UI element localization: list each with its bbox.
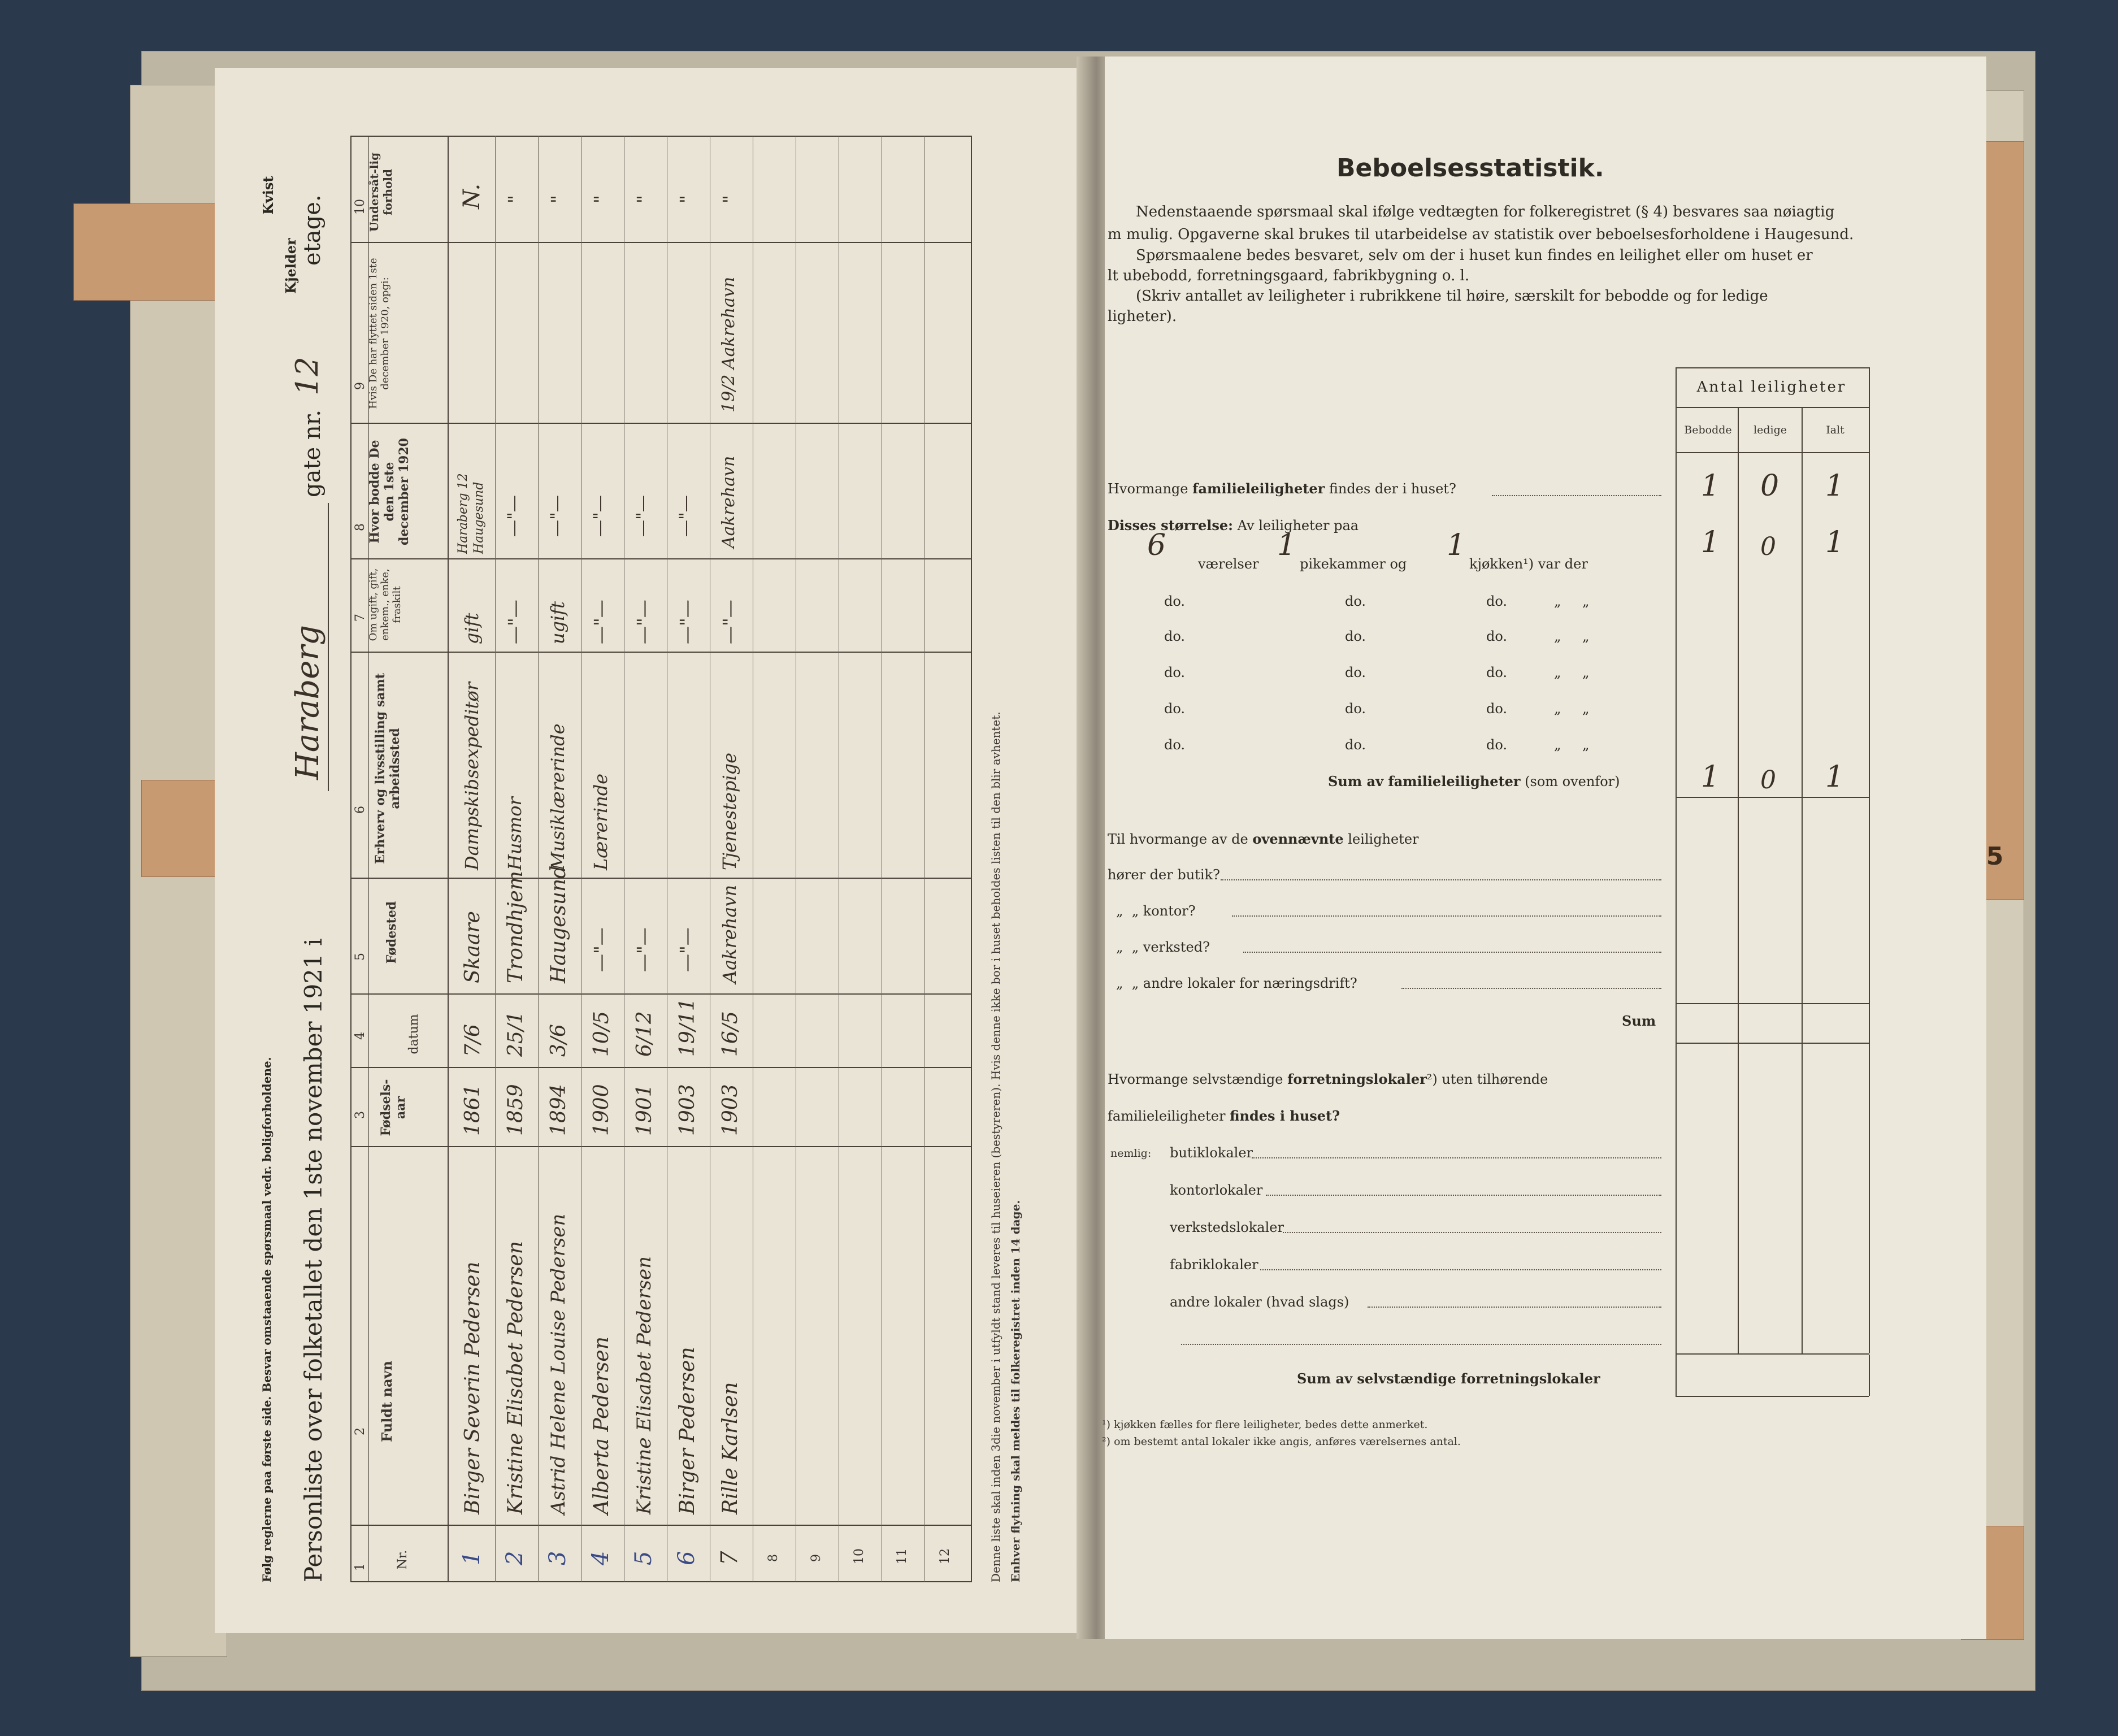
person-name: Kristine Elisabet Pedersen	[504, 1241, 527, 1514]
do-label: do.	[1164, 628, 1186, 644]
business-item: butiklokaler	[1170, 1145, 1253, 1161]
business-item: andre lokaler (hvad slags)	[1170, 1294, 1349, 1310]
linked-item: „ „ andre lokaler for næringsdrift?	[1116, 975, 1357, 991]
rooms-label: værelser	[1198, 556, 1259, 572]
table-row	[538, 136, 581, 1582]
do-label: do.	[1345, 737, 1366, 753]
birth-year: 1903	[719, 1084, 742, 1136]
header-prev-address: Hvor bodde De den 1ste december 1920	[367, 438, 411, 545]
linked-item-text: kontor?	[1143, 903, 1196, 919]
intro-line-2: m mulig. Opgaverne skal brukes til utarbeidelse av statistik over beboelsesforholdene i Haugesund.	[1108, 226, 1854, 243]
col-number-1: 1	[353, 1563, 367, 1571]
dots	[1221, 879, 1661, 880]
etage-label: etage.	[300, 194, 325, 266]
prev-address: —"—	[504, 495, 524, 537]
quote: „	[1582, 737, 1590, 753]
family-bebodde: 1	[1701, 469, 1720, 503]
census-form	[237, 136, 1068, 1582]
quote: „	[1554, 701, 1561, 717]
prev-address: —"—	[633, 495, 653, 537]
dots	[1243, 952, 1661, 953]
q-business-bold: forretningslokaler	[1287, 1071, 1427, 1087]
maid-room-label: pikekammer og	[1300, 556, 1407, 572]
q-business-line2	[1108, 1108, 1340, 1124]
person-name: Astrid Helene Louise Pedersen	[547, 1213, 570, 1514]
q-linked-prefix: Til hvormange av de	[1108, 831, 1248, 847]
citizenship: "	[719, 195, 740, 203]
birth-date: 3/6	[547, 1024, 570, 1057]
prev-address: —"—	[547, 495, 567, 537]
do-label: do.	[1164, 665, 1186, 680]
q-linked-suffix: leiligheter	[1348, 831, 1419, 847]
row-nr: 7	[717, 1551, 743, 1565]
linked-item-text: verksted?	[1143, 939, 1210, 955]
quote: „	[1582, 593, 1590, 609]
col-bebodde: Bebodde	[1684, 424, 1732, 436]
sum-family-line	[1676, 797, 1869, 798]
table-row	[882, 136, 925, 1582]
col-ialt: Ialt	[1826, 424, 1844, 436]
person-rows	[452, 136, 972, 1582]
footnote-1: ¹) kjøkken fælles for flere leiligheter, bedes dette anmerket.	[1102, 1418, 1428, 1431]
quote: „	[1554, 628, 1561, 644]
page-title: Beboelsesstatistik.	[1336, 154, 1604, 183]
count-table-title: Antal leiligheter	[1696, 379, 1847, 396]
footnote-2: ²) om bestemt antal lokaler ikke angis, anføres værelsernes antal.	[1102, 1435, 1461, 1448]
linked-item: „ „ kontor?	[1116, 903, 1196, 919]
birth-year: 1859	[504, 1084, 527, 1136]
size-ialt: 1	[1825, 526, 1844, 559]
col-number-4: 4	[353, 1032, 367, 1040]
citizenship: "	[633, 195, 654, 203]
person-name: Birger Pedersen	[676, 1347, 699, 1514]
person-name: Alberta Pedersen	[590, 1336, 613, 1514]
birthplace: Trondhjem	[504, 871, 527, 983]
sum-family-label: Sum av familieleiligheter	[1328, 773, 1521, 789]
q-family-suffix: findes der i huset?	[1329, 481, 1456, 497]
birthplace: Aakrehavn	[719, 884, 740, 983]
prev-address: —"—	[590, 495, 610, 537]
dots	[1368, 1307, 1661, 1308]
birthplace: Skaare	[461, 911, 484, 983]
family-ledige: 0	[1760, 469, 1780, 503]
quote: „	[1582, 701, 1590, 717]
table-row	[753, 136, 796, 1582]
row-nr: 4	[588, 1551, 614, 1565]
kvist-label: Kvist	[260, 176, 276, 215]
marital-status: ugift	[547, 601, 568, 644]
row-nr: 1	[459, 1551, 485, 1565]
table-row	[925, 136, 967, 1582]
moved-from: 19/2 Aakrehavn	[719, 276, 739, 413]
q-business-suffix: ²) uten tilhørende	[1426, 1071, 1548, 1087]
size-bebodde: 1	[1701, 526, 1720, 559]
do-label: do.	[1345, 628, 1366, 644]
linked-item-text: andre lokaler for næringsdrift?	[1143, 975, 1357, 991]
dots	[1252, 1157, 1661, 1158]
size-ledige: 0	[1760, 532, 1776, 561]
sum-family-ialt: 1	[1825, 760, 1844, 794]
birthplace: —"—	[676, 927, 697, 972]
dots	[1260, 1269, 1661, 1270]
quote: „	[1582, 665, 1590, 680]
street-underline	[328, 503, 329, 791]
citizenship: "	[590, 195, 611, 203]
occupation: Musiklærerinde	[547, 723, 568, 870]
table-row	[667, 136, 710, 1582]
do-label: do.	[1164, 737, 1186, 753]
row-nr: 6	[674, 1551, 700, 1565]
citizenship: N.	[459, 183, 485, 209]
intro-line-4: lt ubebodd, forretningsgaard, fabrikbygning o. l.	[1108, 267, 1470, 284]
business-item: fabriklokaler	[1170, 1257, 1258, 1273]
header-divider	[448, 137, 449, 1581]
birth-year: 1900	[590, 1084, 613, 1136]
marital-status: —"—	[504, 600, 526, 644]
q-business-prefix: Hvormange selvstændige	[1108, 1071, 1283, 1087]
marital-status: gift	[461, 613, 483, 644]
marital-status: —"—	[633, 600, 654, 644]
marital-status: —"—	[676, 600, 697, 644]
table-row	[796, 136, 839, 1582]
do-label: do.	[1486, 737, 1508, 753]
quote: „	[1554, 737, 1561, 753]
occupation: Dampskibsexpeditør	[461, 682, 483, 870]
do-label: do.	[1486, 701, 1508, 717]
occupation: Husmor	[504, 797, 526, 870]
do-label: do.	[1345, 701, 1366, 717]
dots	[1181, 1344, 1661, 1345]
form-title: Personliste over folketallet den 1ste november 1921 i	[300, 938, 327, 1582]
header-birth-year: Fødsels- aar	[379, 1079, 408, 1136]
count-table-col-div	[1802, 407, 1803, 1353]
table-row	[581, 136, 624, 1582]
q-family-bold: familieleiligheter	[1192, 480, 1325, 497]
row-nr: 3	[545, 1551, 571, 1565]
birth-year: 1894	[547, 1084, 570, 1136]
birthplace: —"—	[590, 927, 611, 972]
kitchen-value: 1	[1447, 528, 1466, 562]
intro-line-5: (Skriv antallet av leiligheter i rubrikkene til høire, særskilt for bebodde og for ledige	[1136, 288, 1768, 305]
business-item: kontorlokaler	[1170, 1182, 1263, 1198]
row-nr: 9	[809, 1554, 823, 1562]
birthplace: —"—	[633, 927, 654, 972]
do-label: do.	[1486, 628, 1508, 644]
dots	[1283, 1232, 1661, 1233]
sum-family-row	[1328, 773, 1620, 789]
do-label: do.	[1164, 593, 1186, 609]
sum-family-bebodde: 1	[1701, 760, 1720, 794]
citizenship: "	[547, 195, 568, 203]
side-notice: Denne liste skal inden 3die november i utfyldt stand leveres til huseieren (bestyreren). Hvis denne ikke bor i huset beholdes listen til den blir avhentet.	[989, 711, 1002, 1582]
paper-tab-top-left	[73, 203, 222, 301]
dots	[1401, 988, 1661, 989]
maid-room-value: 1	[1277, 528, 1296, 562]
kjelder-label: Kjelder	[283, 238, 299, 294]
rooms-value: 6	[1147, 528, 1166, 562]
prev-address: —"—	[676, 495, 696, 537]
birth-date: 16/5	[719, 1011, 742, 1057]
sum-linked-line	[1676, 1043, 1869, 1044]
birth-date: 7/6	[461, 1024, 484, 1057]
row-nr: 5	[631, 1551, 657, 1565]
sum-linked-label: Sum	[1622, 1013, 1656, 1029]
business-prefix: nemlig:	[1110, 1147, 1152, 1160]
col-number-7: 7	[353, 614, 367, 622]
size-label: Disses størrelse:	[1108, 517, 1234, 533]
person-name: Rille Karlsen	[719, 1382, 742, 1514]
linked-item: „ „ verksted?	[1116, 939, 1210, 955]
intro-line-3: Spørsmaalene bedes besvaret, selv om der i huset kun findes en leilighet eller om huset er	[1136, 247, 1813, 264]
q-linked-bold: ovennævnte	[1252, 831, 1344, 847]
table-row	[839, 136, 882, 1582]
header-occupation: Erhverv og livsstilling samt arbeidssted	[373, 673, 402, 864]
header-citizenship: Undersåt-lig forhold	[367, 152, 394, 232]
birth-date: 10/5	[590, 1011, 613, 1057]
linked-line	[1676, 1003, 1869, 1004]
q-business2-prefix: familieleiligheter	[1108, 1108, 1226, 1124]
row-nr: 10	[852, 1548, 866, 1564]
col-ledige: ledige	[1754, 424, 1787, 436]
intro-line-1: Nedenstaaende spørsmaal skal ifølge vedtægten for folkeregistret (§ 4) besvares saa nøiagtig	[1136, 203, 1835, 220]
q-linked	[1108, 831, 1419, 847]
row-nr: 12	[938, 1548, 952, 1564]
table-row	[710, 136, 753, 1582]
header-marital: Om ugift, gift, enkem., enke, fraskilt	[367, 568, 403, 641]
marital-status: —"—	[590, 600, 611, 644]
header-nr: Nr.	[396, 1550, 410, 1570]
col-number-3: 3	[353, 1111, 367, 1119]
birthplace: Haugesund	[547, 865, 570, 983]
tab-number: 5	[1986, 842, 2004, 871]
gate-number: 12	[289, 357, 325, 396]
count-table	[1676, 367, 1870, 1353]
table-row	[495, 136, 539, 1582]
table-row	[452, 136, 496, 1582]
gate-label: gate nr.	[300, 409, 325, 497]
row-nr: 11	[895, 1548, 909, 1564]
col-number-10: 10	[353, 199, 367, 215]
q-business2-bold: findes i huset?	[1230, 1108, 1340, 1124]
birth-year: 1903	[676, 1084, 699, 1136]
citizenship: "	[676, 195, 697, 203]
header-name: Fuldt navn	[379, 1361, 395, 1442]
sum-family-suffix: (som ovenfor)	[1525, 774, 1620, 789]
quote: „	[1554, 665, 1561, 680]
size-suffix: Av leiligheter paa	[1237, 518, 1359, 533]
person-name: Kristine Elisabet Pedersen	[633, 1256, 656, 1514]
birth-year: 1901	[633, 1084, 656, 1136]
q-family-prefix: Hvormange	[1108, 481, 1188, 497]
count-table-header-div	[1676, 407, 1869, 408]
birth-date: 19/11	[676, 998, 699, 1057]
col-number-8: 8	[353, 523, 367, 531]
marital-status: —"—	[719, 600, 740, 644]
count-table-top	[1676, 367, 1869, 368]
table-row	[624, 136, 667, 1582]
quote: „	[1582, 628, 1590, 644]
row-nr: 8	[766, 1554, 780, 1562]
linked-item: hører der butik?	[1108, 867, 1220, 883]
birth-date: 25/1	[504, 1011, 527, 1057]
header-moved: Hvis De har flyttet siden 1ste december 1920, opgi:	[367, 258, 391, 409]
col-number-6: 6	[353, 806, 367, 814]
kitchen-label: kjøkken¹) var der	[1469, 556, 1588, 572]
top-notice: Følg reglerne paa første side. Besvar omstaaende spørsmaal vedr. boligforholdene.	[260, 1057, 274, 1582]
occupation: Lærerinde	[590, 773, 611, 870]
family-ialt: 1	[1825, 469, 1844, 503]
size-label-row	[1108, 517, 1359, 533]
paper-tab-left	[141, 780, 222, 877]
header-birthplace: Fødested	[384, 901, 399, 964]
birth-date: 6/12	[633, 1011, 656, 1057]
col-number-2: 2	[353, 1427, 367, 1435]
sum-business-line	[1676, 1396, 1869, 1397]
quote: „	[1554, 593, 1561, 609]
row-nr: 2	[502, 1551, 528, 1565]
do-label: do.	[1345, 665, 1366, 680]
person-name: Birger Severin Pedersen	[461, 1261, 484, 1514]
count-table-col-div	[1738, 407, 1739, 1353]
count-table-header-bottom	[1676, 452, 1869, 453]
prev-address: Aakrehavn	[719, 455, 739, 548]
col-number-5: 5	[353, 953, 367, 961]
dots	[1266, 1195, 1661, 1196]
side-notice-bold: Enhver flytning skal meldes til folkeregistret inden 14 dage.	[1009, 1200, 1022, 1582]
do-label: do.	[1486, 665, 1508, 680]
do-label: do.	[1345, 593, 1366, 609]
do-label: do.	[1486, 593, 1508, 609]
prev-address: Haraberg 12 Haugesund	[456, 473, 486, 554]
business-item: verkstedslokaler	[1170, 1219, 1284, 1235]
q-business-line1	[1108, 1071, 1548, 1087]
birth-year: 1861	[461, 1084, 484, 1136]
street-name: Haraberg	[289, 625, 326, 780]
citizenship: "	[504, 195, 526, 203]
sum-business-label: Sum av selvstændige forretningslokaler	[1297, 1370, 1600, 1387]
do-label: do.	[1164, 701, 1186, 717]
header-birth-date: datum	[407, 1014, 421, 1054]
intro-line-6: ligheter).	[1108, 308, 1177, 325]
sum-family-ledige: 0	[1760, 766, 1776, 795]
occupation: Tjenestepige	[719, 752, 740, 870]
q-family	[1108, 480, 1673, 497]
dots	[1492, 495, 1661, 496]
col-number-9: 9	[353, 382, 367, 390]
dots	[1232, 915, 1661, 917]
sum-business-box	[1676, 1355, 1870, 1396]
